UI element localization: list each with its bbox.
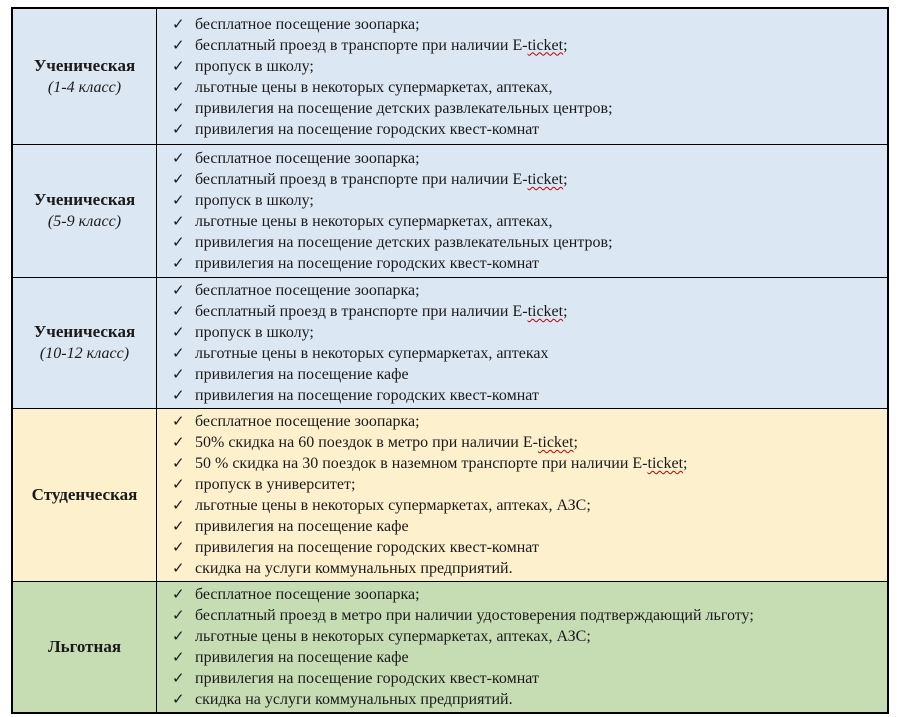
benefit-item bbox=[157, 411, 881, 432]
benefit-text: привилегия на посещение детских развлекательных центров; bbox=[195, 234, 613, 251]
benefit-text: льготные цены в некоторых супермаркетах, аптеках, АЗС; bbox=[195, 497, 591, 514]
benefit-text: привилегия на посещение кафе bbox=[195, 518, 409, 535]
benefit-text: бесплатный проезд в метро при наличии удостоверения подтверждающий льготу; bbox=[195, 607, 754, 624]
benefit-item bbox=[157, 232, 881, 253]
benefit-text: 50 % скидка на 30 поездок в наземном транспорте при наличии E-ticket; bbox=[195, 455, 688, 472]
card-type-grade: (5-9 класс) bbox=[47, 213, 122, 230]
check-icon: ✓ bbox=[172, 77, 185, 96]
benefit-item bbox=[157, 668, 881, 689]
check-icon: ✓ bbox=[172, 233, 185, 251]
check-icon: ✓ bbox=[172, 254, 185, 272]
spellcheck-underline: ticket bbox=[537, 434, 574, 451]
benefit-item bbox=[157, 343, 881, 364]
benefits-list bbox=[157, 280, 881, 406]
benefit-item bbox=[157, 14, 881, 35]
benefit-item bbox=[157, 453, 881, 474]
check-icon: ✓ bbox=[172, 323, 185, 341]
benefit-text: привилегия на посещение кафе bbox=[195, 649, 409, 666]
benefit-text: бесплатное посещение зоопарка; bbox=[195, 150, 420, 167]
table-row bbox=[13, 409, 887, 582]
benefit-text: пропуск в школу; bbox=[195, 324, 314, 341]
benefit-text: бесплатное посещение зоопарка; bbox=[195, 586, 420, 603]
check-icon: ✓ bbox=[172, 98, 185, 117]
benefit-item bbox=[157, 647, 881, 668]
benefit-text: 50% скидка на 60 поездок в метро при наличии E-ticket; bbox=[195, 434, 578, 451]
benefit-text: бесплатное посещение зоопарка; bbox=[195, 282, 420, 299]
benefit-text: привилегия на посещение городских квест-комнат bbox=[195, 255, 539, 272]
benefit-text: привилегия на посещение городских квест-комнат bbox=[195, 539, 539, 556]
check-icon: ✓ bbox=[172, 517, 185, 535]
benefit-text: льготные цены в некоторых супермаркетах, аптеках bbox=[195, 345, 549, 362]
benefit-text: льготные цены в некоторых супермаркетах, аптеках, АЗС; bbox=[195, 628, 591, 645]
check-icon: ✓ bbox=[172, 212, 185, 230]
check-icon: ✓ bbox=[172, 496, 185, 514]
benefits-cell bbox=[157, 409, 887, 581]
benefit-text: бесплатный проезд в транспорте при наличии E-ticket; bbox=[195, 171, 568, 188]
benefit-text: бесплатное посещение зоопарка; bbox=[195, 413, 420, 430]
benefit-text: льготные цены в некоторых супермаркетах, аптеках, bbox=[195, 78, 553, 96]
check-icon: ✓ bbox=[172, 281, 185, 299]
spellcheck-underline: ticket bbox=[527, 303, 564, 320]
benefit-text: льготные цены в некоторых супермаркетах, аптеках, bbox=[195, 213, 553, 230]
benefits-list bbox=[157, 14, 881, 140]
benefit-item bbox=[157, 495, 881, 516]
benefit-item bbox=[157, 322, 881, 343]
spellcheck-underline: ticket bbox=[527, 171, 564, 188]
benefit-item bbox=[157, 516, 881, 537]
benefits-cell bbox=[157, 582, 887, 712]
card-type-grade: (10-12 класс) bbox=[39, 345, 130, 362]
check-icon: ✓ bbox=[172, 56, 185, 75]
benefit-text: пропуск в университет; bbox=[195, 476, 356, 493]
benefit-item bbox=[157, 169, 881, 190]
check-icon: ✓ bbox=[172, 454, 185, 472]
benefit-item bbox=[157, 148, 881, 169]
check-icon: ✓ bbox=[172, 669, 185, 687]
benefit-text: привилегия на посещение городских квест-комнат bbox=[195, 670, 539, 687]
benefit-item bbox=[157, 280, 881, 301]
benefit-text: привилегия на посещение городских квест-комнат bbox=[195, 387, 539, 404]
table-row bbox=[13, 278, 887, 409]
benefit-text: привилегия на посещение городских квест-комнат bbox=[195, 120, 539, 138]
table-row bbox=[13, 145, 887, 278]
card-type-grade: (1-4 класс) bbox=[47, 78, 122, 96]
check-icon: ✓ bbox=[172, 302, 185, 320]
benefit-text: привилегия на посещение кафе bbox=[195, 366, 409, 383]
benefit-item bbox=[157, 211, 881, 232]
check-icon: ✓ bbox=[172, 559, 185, 577]
benefit-text: пропуск в школу; bbox=[195, 192, 314, 209]
card-type-name: Ученическая bbox=[33, 55, 136, 75]
benefit-text: бесплатный проезд в транспорте при наличии E-ticket; bbox=[195, 36, 568, 54]
benefits-table bbox=[11, 7, 889, 714]
check-icon: ✓ bbox=[172, 538, 185, 556]
benefit-text: скидка на услуги коммунальных предприятий. bbox=[195, 560, 513, 577]
card-type-name: Льготная bbox=[47, 637, 122, 656]
benefit-item bbox=[157, 190, 881, 211]
benefits-list bbox=[157, 584, 881, 710]
check-icon: ✓ bbox=[172, 412, 185, 430]
benefit-item bbox=[157, 689, 881, 710]
benefit-item bbox=[157, 537, 881, 558]
check-icon: ✓ bbox=[172, 690, 185, 708]
table-row bbox=[13, 9, 887, 145]
check-icon: ✓ bbox=[172, 606, 185, 624]
check-icon: ✓ bbox=[172, 585, 185, 603]
benefit-item bbox=[157, 385, 881, 406]
check-icon: ✓ bbox=[172, 35, 185, 54]
benefits-cell bbox=[157, 9, 887, 144]
spellcheck-underline: ticket bbox=[647, 455, 684, 472]
check-icon: ✓ bbox=[172, 170, 185, 188]
card-type-cell bbox=[13, 582, 157, 712]
benefit-item bbox=[157, 98, 881, 119]
benefits-list bbox=[157, 411, 881, 579]
benefit-item bbox=[157, 35, 881, 56]
benefit-text: бесплатный проезд в транспорте при наличии E-ticket; bbox=[195, 303, 568, 320]
benefit-text: скидка на услуги коммунальных предприятий. bbox=[195, 691, 513, 708]
check-icon: ✓ bbox=[172, 14, 185, 33]
card-type-cell bbox=[13, 9, 157, 144]
check-icon: ✓ bbox=[172, 386, 185, 404]
check-icon: ✓ bbox=[172, 191, 185, 209]
check-icon: ✓ bbox=[172, 344, 185, 362]
card-type-cell bbox=[13, 409, 157, 581]
card-type-cell bbox=[13, 145, 157, 277]
check-icon: ✓ bbox=[172, 627, 185, 645]
benefit-item bbox=[157, 56, 881, 77]
benefit-item bbox=[157, 605, 881, 626]
card-type-name: Ученическая bbox=[33, 322, 136, 341]
card-type-cell bbox=[13, 278, 157, 408]
benefits-list bbox=[157, 148, 881, 274]
benefit-item bbox=[157, 558, 881, 579]
check-icon: ✓ bbox=[172, 149, 185, 167]
check-icon: ✓ bbox=[172, 475, 185, 493]
table-row bbox=[13, 582, 887, 712]
benefit-item bbox=[157, 77, 881, 98]
benefit-item bbox=[157, 584, 881, 605]
benefit-text: пропуск в школу; bbox=[195, 57, 314, 75]
check-icon: ✓ bbox=[172, 433, 185, 451]
benefit-item bbox=[157, 119, 881, 140]
card-type-name: Студенческая bbox=[31, 485, 138, 504]
check-icon: ✓ bbox=[172, 648, 185, 666]
benefit-text: привилегия на посещение детских развлекательных центров; bbox=[195, 99, 613, 117]
benefit-item bbox=[157, 253, 881, 274]
benefit-item bbox=[157, 364, 881, 385]
check-icon: ✓ bbox=[172, 365, 185, 383]
check-icon: ✓ bbox=[172, 119, 185, 138]
spellcheck-underline: ticket bbox=[527, 36, 564, 54]
benefit-item bbox=[157, 474, 881, 495]
benefit-item bbox=[157, 626, 881, 647]
benefits-cell bbox=[157, 145, 887, 277]
benefit-item bbox=[157, 301, 881, 322]
benefits-cell bbox=[157, 278, 887, 408]
benefit-item bbox=[157, 432, 881, 453]
card-type-name: Ученическая bbox=[33, 190, 136, 209]
benefit-text: бесплатное посещение зоопарка; bbox=[195, 15, 420, 33]
